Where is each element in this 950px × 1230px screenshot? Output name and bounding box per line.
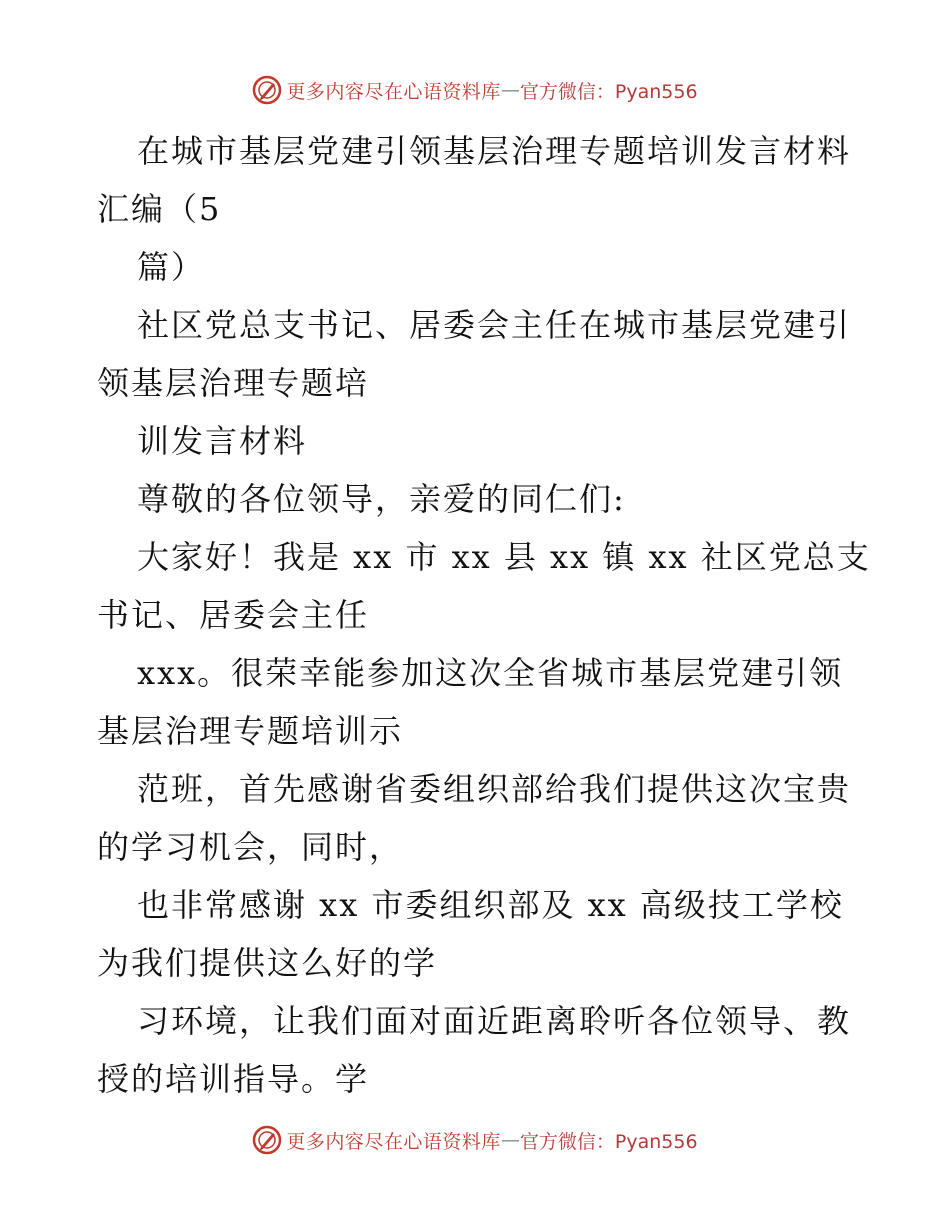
- body-line-10: 授的培训指导。学: [97, 1060, 370, 1098]
- footer-wechat-text: 官方微信：Pyan556: [519, 1130, 698, 1153]
- pen-logo-icon: [252, 1125, 282, 1155]
- body-line-1: 大家好！我是 xx 市 xx 县 xx 镇 xx 社区党总支: [137, 538, 871, 576]
- body-line-5: 范班，首先感谢省委组织部给我们提供这次宝贵: [137, 770, 852, 808]
- footer-site-text: 更多内容尽在心语资料库: [286, 1130, 501, 1153]
- body-line-3: xxx。很荣幸能参加这次全省城市基层党建引领: [137, 654, 844, 692]
- subtitle-line-1: 社区党总支书记、居委会主任在城市基层党建引: [137, 306, 852, 344]
- title-line-2: 汇编（5: [97, 190, 222, 228]
- footer-banner: [0, 1120, 950, 1160]
- body-line-9: 习环境，让我们面对面近距离聆听各位领导、教: [137, 1002, 852, 1040]
- subtitle-line-3: 训发言材料: [137, 422, 308, 460]
- title-line-3: 篇）: [137, 248, 206, 286]
- document-body: [97, 122, 871, 1108]
- body-line-7: 也非常感谢 xx 市委组织部及 xx 高级技工学校: [137, 886, 844, 924]
- body-line-6: 的学习机会，同时，: [97, 828, 404, 866]
- body-line-2: 书记、居委会主任: [97, 596, 370, 634]
- header-banner: [0, 70, 950, 110]
- salutation-line: 尊敬的各位领导，亲爱的同仁们:: [137, 480, 626, 518]
- header-site-text: 更多内容尽在心语资料库: [286, 80, 501, 103]
- footer-separator: —: [500, 1129, 520, 1151]
- body-line-4: 基层治理专题培训示: [97, 712, 404, 750]
- title-line-1: 在城市基层党建引领基层治理专题培训发言材料: [137, 132, 852, 170]
- subtitle-line-2: 领基层治理专题培: [97, 364, 370, 402]
- header-wechat-text: 官方微信：Pyan556: [519, 80, 698, 103]
- body-line-8: 为我们提供这么好的学: [97, 944, 438, 982]
- header-separator: —: [500, 79, 520, 101]
- pen-logo-icon: [252, 75, 282, 105]
